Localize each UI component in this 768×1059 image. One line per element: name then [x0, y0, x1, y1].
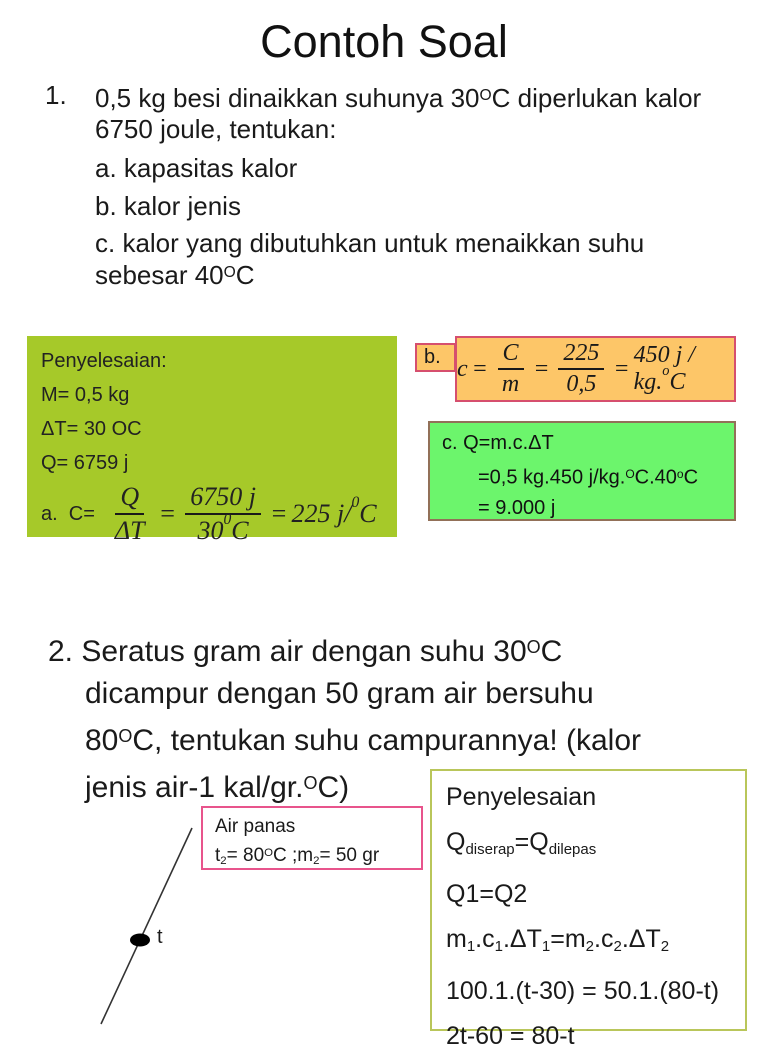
degree-sup: O — [479, 87, 492, 104]
problem2-line2: dicampur dengan 50 gram air bersuhu — [85, 677, 594, 711]
fraction — [497, 340, 524, 398]
solution-c-line3: = 9.000 j — [478, 497, 556, 520]
solution2-heading: Penyelesaian — [446, 783, 597, 811]
degree-sup: O — [118, 726, 133, 747]
m-symbol: =m — [550, 924, 586, 953]
equals-sign: = — [269, 499, 288, 528]
formula-label: a. C= — [41, 502, 95, 525]
delta-t-symbol: .ΔT — [621, 924, 661, 953]
solution1-formula — [41, 482, 383, 546]
den-base: 30 — [197, 516, 224, 545]
result — [291, 494, 377, 529]
problem1-item-a: a. kapasitas kalor — [95, 153, 298, 184]
formula-math — [105, 482, 377, 546]
problem2-line1-b: C — [540, 635, 563, 669]
result-value: 450 j / kg. — [633, 342, 695, 395]
solution-c-line1: c. Q=m.c.ΔT — [442, 432, 554, 454]
result-unit: C — [669, 369, 686, 395]
problem1-item-c-line1: c. kalor yang dibutuhkan untuk menaikkan suhu — [95, 228, 645, 259]
lhs: c — [457, 355, 468, 382]
subscript-2: 2 — [585, 937, 595, 955]
result-unit: C — [359, 499, 377, 528]
solution2-line2: Q1=Q2 — [446, 879, 528, 908]
problem1-item-c-line2-b: C — [235, 260, 255, 291]
subscript-1: 1 — [541, 937, 551, 955]
solution2-line5: 2t-60 = 80-t — [446, 1021, 575, 1050]
equals-sign: = — [613, 355, 630, 382]
degree-sup: o — [662, 363, 670, 380]
m-value: = 50 gr — [319, 845, 380, 867]
t-symbol: t — [215, 845, 221, 867]
result-value: 225 j/ — [291, 499, 352, 528]
air-panas-title: Air panas — [215, 816, 296, 837]
problem1-line1-a: 0,5 kg besi dinaikkan suhunya 30 — [95, 83, 480, 114]
problem1-text — [95, 80, 725, 291]
label-text: b. — [424, 346, 441, 368]
slide-title: Contoh Soal — [260, 16, 508, 67]
subscript-1: 1 — [466, 937, 476, 955]
subscript-diserap: diserap — [465, 840, 515, 858]
problem2-line3 — [85, 715, 768, 762]
problem1-number: 1. — [45, 80, 67, 110]
problem1-item-c-line2 — [95, 257, 725, 291]
t-value: = 80 — [226, 845, 265, 867]
subscript-1: 1 — [494, 937, 503, 955]
q-symbol: =Q — [514, 828, 549, 856]
line2-b: C.40 — [634, 466, 677, 489]
den-unit: C — [231, 516, 249, 545]
degree-sup: O — [526, 637, 541, 657]
fraction — [185, 482, 261, 546]
c-symbol: .c — [594, 924, 614, 953]
equals-sign: = — [158, 499, 177, 528]
solution1-mass: M= 0,5 kg — [41, 384, 130, 406]
subscript-2: 2 — [313, 854, 320, 867]
problem2-line3-b: C, tentukan suhu campurannya! (kalor — [132, 724, 641, 758]
air-panas-box — [201, 806, 423, 870]
fraction-denominator — [193, 511, 254, 546]
fraction-numerator: 6750 j — [185, 482, 261, 515]
line2-c: C — [683, 466, 699, 489]
fraction — [110, 482, 150, 546]
solution-b-box — [455, 336, 736, 402]
problem1-line1 — [95, 80, 725, 114]
equals-sign: = — [533, 355, 550, 382]
fraction-numerator: Q — [115, 482, 144, 515]
solution-c-box — [428, 421, 736, 521]
solution2-line1 — [446, 820, 731, 872]
degree-sup: 0 — [223, 511, 232, 529]
fraction-denominator: 0,5 — [566, 371, 597, 397]
problem1-item-c-line2-a: sebesar 40 — [95, 260, 224, 291]
c-symbol: .c — [475, 924, 495, 953]
problem2-line3-a: 80 — [85, 724, 119, 758]
solution1-heading: Penyelesaian: — [41, 350, 167, 372]
line2-a: =0,5 kg.450 j/kg. — [478, 466, 626, 489]
problem2-line1-a: 2. Seratus gram air dengan suhu 30 — [48, 635, 527, 669]
formula-math — [457, 340, 734, 398]
problem1-line1-b: C diperlukan kalor — [491, 83, 702, 114]
subscript-2: 2 — [613, 937, 622, 955]
subscript-2: 2 — [660, 937, 670, 955]
fraction-denominator: ΔT — [114, 516, 145, 545]
degree-sup: o — [676, 467, 684, 481]
degree-sup: O — [303, 773, 318, 794]
fraction-denominator: m — [501, 371, 520, 397]
mixing-point-dot — [130, 934, 150, 947]
subscript-dilepas: dilepas — [548, 840, 597, 858]
t-unit: C ;m — [273, 845, 314, 867]
solution2-line3 — [446, 917, 731, 969]
degree-sup: O — [625, 467, 635, 481]
delta-t-symbol: .ΔT — [502, 924, 542, 953]
solution2-box — [430, 769, 747, 1050]
equals-sign: = — [471, 355, 488, 382]
solution-c-line2 — [442, 459, 722, 493]
fraction-numerator: C — [498, 340, 524, 370]
diagonal-line — [101, 828, 192, 1024]
result — [634, 342, 734, 396]
fraction-numerator: 225 — [558, 340, 604, 370]
q-symbol: Q — [446, 828, 466, 856]
point-label: t — [157, 926, 163, 948]
degree-sup: 0 — [351, 494, 360, 512]
fraction — [558, 340, 604, 398]
degree-sup: O — [223, 264, 236, 282]
problem2-line1 — [48, 626, 768, 673]
solution1-delta-t: ΔT= 30 OC — [41, 418, 142, 440]
subscript-2: 2 — [220, 854, 227, 867]
degree-sup: O — [264, 847, 274, 859]
solution-b-label — [415, 343, 456, 372]
solution2-line4: 100.1.(t-30) = 50.1.(80-t) — [446, 976, 720, 1005]
problem1-line2: 6750 joule, tentukan: — [95, 114, 337, 145]
problem2-line4-b: C) — [317, 771, 350, 805]
solution1-box — [27, 336, 397, 545]
m-symbol: m — [446, 924, 467, 953]
temperature-line-diagram — [92, 822, 204, 1024]
problem2-line4-a: jenis air-1 kal/gr. — [85, 771, 304, 805]
problem1-item-b: b. kalor jenis — [95, 191, 241, 222]
solution1-heat: Q= 6759 j — [41, 452, 129, 474]
air-panas-values — [215, 840, 409, 875]
